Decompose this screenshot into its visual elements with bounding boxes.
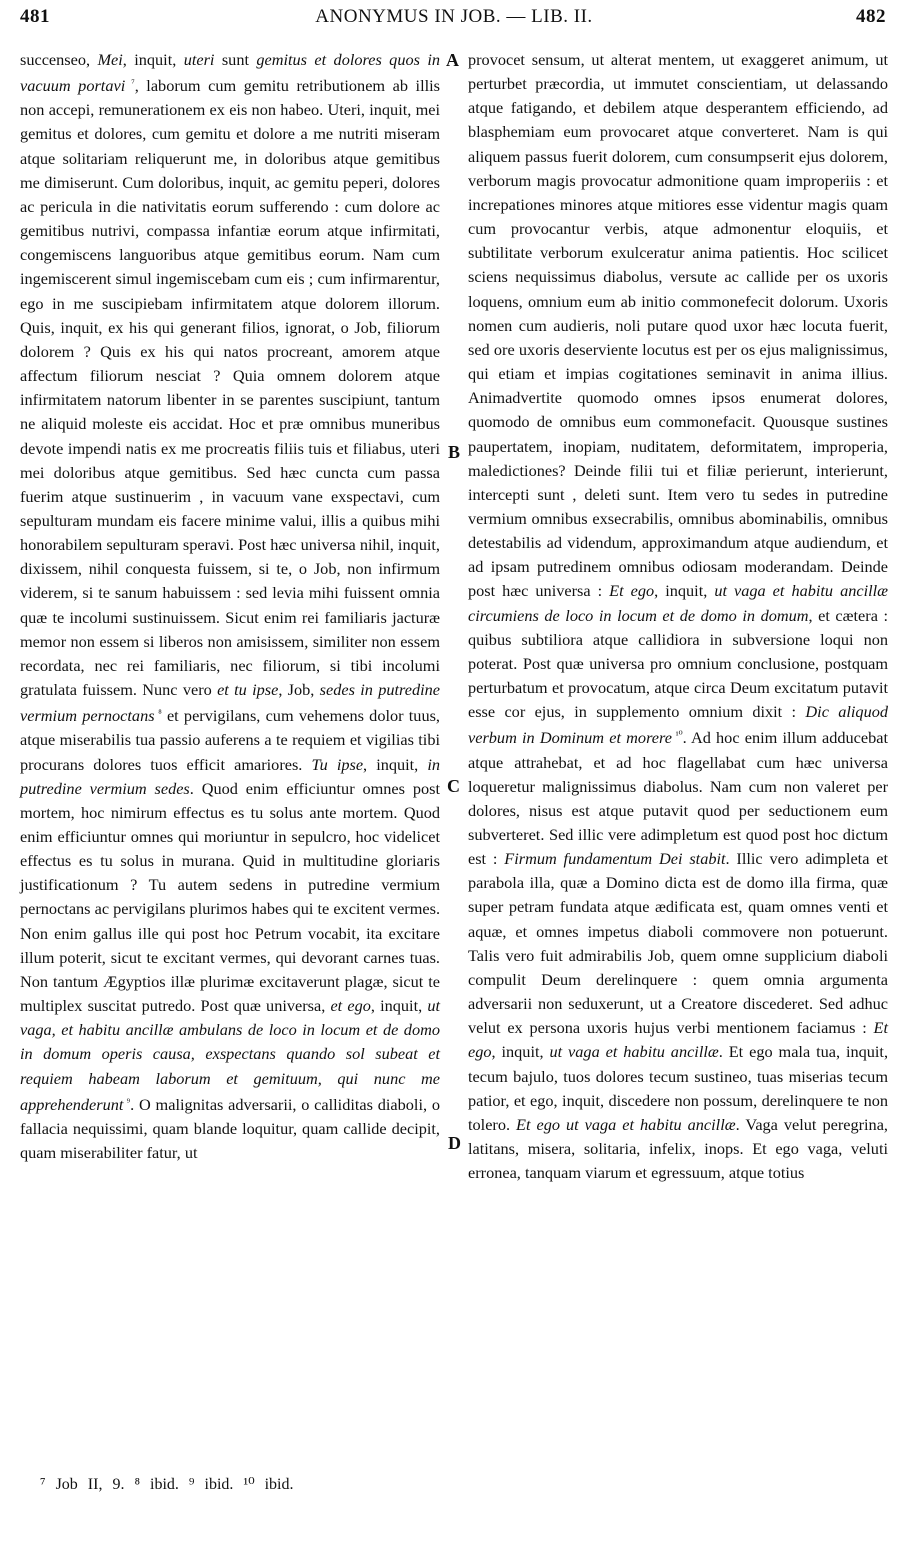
text-run: . Quod enim efficiuntur omnes post mortem, hoc nimirum effectus es tu solus ante mortem. Quod enim efficiuntur omnes qui moriuntur in sepulcro, hoc videlicet effectus es tu solus in murana. Quid in multitudine gloriaris justificationum ? Tu autem sedens in putredine vermium pernoctans ac pervigilans plurimos habes qui te excitent vermes. Non enim gallus ille qui post hoc Petrum vocabit, ita excitare illum poterit, sicut te excitant vermes, qui devorant carnes tuas. Non tantum Ægyptios illæ plurimæ excitaverunt plagæ, sicut te multiplex suscitat putredo. Post quæ universa,: [20, 778, 441, 1016]
italic-text-run: Et ego: [609, 581, 655, 601]
margin-letter-c: C: [447, 776, 460, 796]
page-number-left: 481: [20, 6, 50, 27]
running-title: ANONYMUS IN JOB. — LIB. II.: [315, 6, 593, 27]
italic-text-run: ut vaga, et habitu ancillæ ambulans de loco in locum et de domo in domum operis causa, exspectans quando sol subeat et requiem habeam laborum et gemituum, qui nunc me apprehenderunt: [20, 996, 441, 1114]
italic-text-run: et ego: [330, 996, 371, 1016]
text-run: , inquit,: [654, 581, 715, 601]
italic-text-run: et tu ipse: [217, 680, 279, 700]
text-run: , inquit,: [363, 754, 428, 774]
right-paragraph: [468, 48, 888, 1185]
text-run: . O malignitas adversarii, o calliditas diaboli, o fallacia nequissimi, quam blande loquitur, quam callide decipit, quam miserabiliter fatur, ut: [20, 1094, 440, 1163]
text-run: , Job,: [278, 680, 320, 700]
italic-text-run: sedes in putredine vermium pernoctans: [20, 680, 440, 726]
footnote-ref: ⁸: [154, 708, 162, 720]
margin-letter-a: A: [446, 50, 459, 70]
text-run: succenseo,: [20, 50, 98, 69]
right-column-text: [468, 48, 888, 1185]
italic-text-run: in putredine vermium sedes: [20, 754, 440, 798]
italic-text-run: Et ego ut vaga et habitu ancillæ: [516, 1114, 736, 1134]
left-column-text: [20, 48, 440, 1165]
text-run: provocet sensum, ut alterat mentem, ut exaggeret animum, ut perturbet præcordia, ut immutet conscientiam, ut delassando atque fatigando, et debilem atque desperantem efficiendo, ad blasphemiam eum provocaret atque converteret. Nam is qui aliquem passus fuerit dolorem, cum consumpserit ejus dolorem, verborum magis provocatur admonitione quam improperiis : et increpationes minores atque mitiores esse videntur magis quam cum provocantur verbis, atque admonentur eloquiis, et subtilitate verborum exulceratur anima patientis. Hoc scilicet sciens nequissimus diabolus, versute ac callide per os uxoris loquens, omnium eum ab initio commonefecit dolorum. Uxoris nomen cum audieris, noli putare quod uxor hæc locuta fuerit, sed ore uxoris deserviente locutus est per os ejus malignissimus, qui etiam et impias cogitationes seminavit in anima illius. Animadvertite quomodo omnes ipsos enumerat dolores, quomodo de omnibus eum commonefacit. Quousque sustines paupertatem, inopiam, nuditatem, deformitatem, improperia, maledictiones? Deinde filii tui et filiæ perierunt, interierunt, intercepti sunt , deleti sunt. Item vero tu sedes in putredine vermium omnibus exsecrabilis, omnibus abominabilis, omnibus detestabilis ad videndum, approximandum atque audiendum, et ad ipsam putredinem omnibus odiosam moderandam. Deinde post hæc universa :: [468, 50, 888, 601]
text-run: . Et ego mala tua, inquit, tecum bajulo, tuos dolores tecum sustineo, tuas miserias tecum patior, et ego, inquit, discedere non possum, derelinquere te non tolero.: [468, 1042, 889, 1134]
text-run: . Vaga velut peregrina, latitans, misera, solitaria, infelix, inops. Et ego vaga, veluti erronea, tanquam viarum et egressuum, atque totius: [468, 1114, 888, 1183]
text-run: . Illic vero adimpleta et parabola illa, quæ a Domino dicta est de domo illa firma, quæ super petram fundata atque ædificata est, quam omnes venti et aquæ, et omnes impetus diaboli commovere non potuerunt. Talis vero fuit admirabilis Job, quem omne supplicium diaboli compulit Deum derelinquere : quem omnia argumenta adversarii non seduxerunt, ut a Creatore discederet. Sed adhuc velut ex persona uxoris hujus verbi mentionem faciamus :: [468, 849, 888, 1038]
footnotes: ⁷ Job II, 9. ⁸ ibid. ⁹ ibid. ¹⁰ ibid.: [40, 1476, 294, 1493]
footnote-ref: ⁹: [123, 1096, 131, 1108]
text-run: . Ad hoc enim illum adducebat atque attrahebat, et ad hoc flagellabat cum hæc universa loqueretur malignissimus diabolus. Nam cum non valeret per dolores, nisus est atque putavit quod per seductionem eum subverteret. Sed illic vere adimpletum est quod post hoc dictum est :: [468, 728, 888, 869]
margin-letter-d: D: [448, 1133, 461, 1153]
italic-text-run: Et ego: [468, 1018, 888, 1062]
italic-text-run: Dic aliquod verbum in Dominum et morere: [468, 702, 888, 748]
running-header: [0, 6, 908, 36]
italic-text-run: Firmum fundamentum Dei stabit: [504, 849, 726, 869]
italic-text-run: ut vaga et habitu ancillæ: [549, 1042, 719, 1062]
text-run: , inquit,: [491, 1042, 550, 1062]
italic-text-run: ut vaga et habitu ancillæ circumiens de loco in locum et de domo in domum: [468, 581, 889, 625]
italic-text-run: Tu ipse: [311, 754, 364, 774]
text-run: sunt: [214, 50, 257, 69]
footnote-ref: ¹⁰: [671, 730, 683, 742]
left-paragraph: [20, 48, 440, 1165]
italic-text-run: gemitus et dolores quos in vacuum portavi: [20, 50, 440, 96]
margin-letter-b: B: [448, 442, 461, 462]
italic-text-run: Mei: [97, 50, 123, 69]
text-run: , inquit,: [122, 50, 184, 69]
italic-text-run: uteri: [183, 50, 215, 69]
text-run: , et cætera : quibus subtiliora atque callidiora in subversione loqui non poterat. Post quæ universa pro omnium conclusione, postquam perturbatum et provocatum, atque circa Deum excitatum putavit esse cor ejus, in supplemento omnium dixit :: [468, 605, 888, 722]
text-run: , inquit,: [370, 996, 428, 1016]
text-run: et pervigilans, cum vehemens dolor tuus, atque miserabilis tua passio auferens a te requiem et vigilias tibi procurans dolores tuos efficit amariores.: [20, 706, 440, 774]
page-number-right: 482: [856, 6, 886, 27]
text-run: , laborum cum gemitu retributionem ab illis non accepi, remunerationem ex eis non habeo. Uteri, inquit, mei gemitus et dolores, cum gemitu et dolore a me nutriti miseram atque solitariam reliquerunt me, in doloribus atque gemitibus me dimiserunt. Cum doloribus, inquit, ac gemitu peperi, dolores ac pericula in die nativitatis eorum sufferendo : cum dolore ac gemitibus nutrivi, compassa infantiæ eorum atque infirmitati, congemiscens languoribus atque gemitibus eorum. Nam cum ingemiscerent simul ingemiscebam cum eis ; cum infirmarentur, ego in me suscipiebam infirmitatem atque dolorem illorum. Quis, inquit, ex his qui generant filios, ignorat, o Job, filiorum dolorem ? Quis ex his qui natos procreant, amorem atque affectum filiorum nesciat ? Quia omnem dolorem atque infirmitatem natorum libenter in se parentes suscipiunt, tantum ne aliquid moleste eis accidat. Hoc et præ omnibus muneribus devote impendi natis ex me procreatis filiis tuis et filiabus, uteri mei doloribus atque gemitibus. Sed hæc cuncta cum passa fuerim atque sustinuerim , in vacuum vane exspectavi, cum sepulturam mundam eis facere minime valui, illis a quibus mihi honorabilem sepulturam speravi. Post hæc universa nihil, inquit, dixissem, nihil conquesta fuissem, si te, o Job, non infirmum viderem, si te sanum habuissem : sed levia mihi fuissent omnia quæ te incolumi sustinuissem. Sicut enim rei familiaris jacturæ memor non essem si liberos non amisissem, similiter non essem recordata, nec rei familiaris, nec filiorum, si tibi incolumi gratulata fuissem. Nunc vero: [20, 76, 440, 700]
footnote-ref: ⁷: [125, 78, 135, 90]
